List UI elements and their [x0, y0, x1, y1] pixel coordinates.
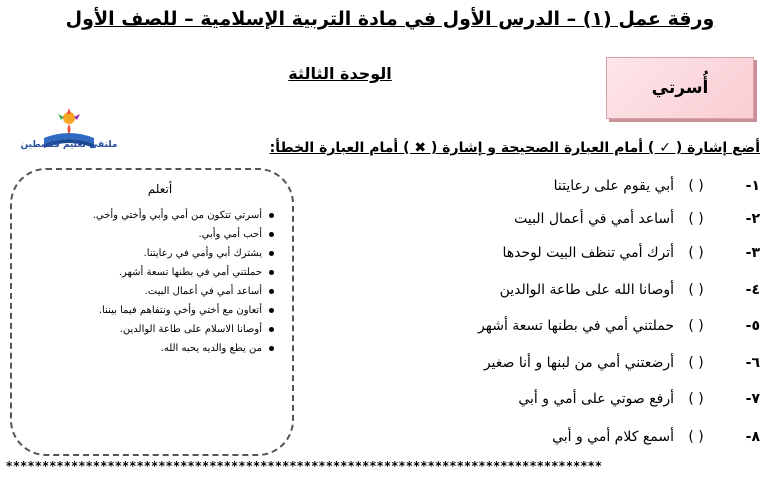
answer-blank[interactable]: ( ) [688, 178, 704, 194]
divider-stars: ********************************************************************************** [6, 459, 603, 473]
page-title: ورقة عمل (١) – الدرس الأول في مادة التربية الإسلامية – للصف الأول [65, 8, 715, 30]
learn-item: أوصانا الاسلام على طاعة الوالدين. [36, 320, 276, 339]
question-row [420, 384, 760, 414]
question-row [420, 275, 760, 305]
lesson-banner [606, 57, 754, 119]
question-number: ٢- [745, 211, 760, 227]
question-text: أسمع كلام أمي و أبي [552, 429, 674, 445]
question-row [420, 422, 760, 452]
question-number: ٦- [745, 355, 760, 371]
answer-blank[interactable]: ( ) [688, 245, 704, 261]
answer-blank[interactable]: ( ) [688, 318, 704, 334]
learn-item: يشترك أبي وأمي في رعايتنا. [36, 244, 276, 263]
question-row [420, 238, 760, 268]
question-number: ١- [745, 178, 760, 194]
answer-blank[interactable]: ( ) [688, 391, 704, 407]
question-row [420, 348, 760, 378]
lesson-title: أُسرتي [651, 78, 709, 98]
question-number: ٣- [745, 245, 760, 261]
learn-item: حملتني أمي في بطنها تسعة أشهر. [36, 263, 276, 282]
question-text: أوصانا الله على طاعة الوالدين [499, 282, 674, 298]
question-number: ٥- [745, 318, 760, 334]
learn-item: من يطع والديه يحبه الله. [36, 339, 276, 358]
learn-item: أساعد أمي في أعمال البيت. [36, 282, 276, 301]
instruction: أضع إشارة ( ✓ ) أمام العبارة الصحيحة و إشارة ( ✖ ) أمام العبارة الخطأ: [269, 140, 760, 156]
question-text: أرفع صوتي على أمي و أبي [518, 391, 674, 407]
question-number: ٨- [745, 429, 760, 445]
question-text: أرضعتني أمي من لبنها و أنا صغير [483, 355, 674, 371]
learn-item: أحب أمي وأبي. [36, 225, 276, 244]
question-row [420, 204, 760, 234]
logo-caption: ملتقى تعليم فلسطين [20, 140, 118, 150]
unit-title: الوحدة الثالثة [288, 64, 392, 83]
question-number: ٤- [745, 282, 760, 298]
learn-item: أسرتي تتكون من أمي وأبي وأختي وأخي. [36, 206, 276, 225]
question-row [420, 311, 760, 341]
question-text: حملتني أمي في بطنها تسعة أشهر [478, 318, 674, 334]
answer-blank[interactable]: ( ) [688, 429, 704, 445]
question-text: أبي يقوم على رعايتنا [553, 178, 674, 194]
question-row [420, 171, 760, 201]
question-text: أترك أمي تنظف البيت لوحدها [502, 245, 674, 261]
learn-list [36, 206, 276, 358]
answer-blank[interactable]: ( ) [688, 282, 704, 298]
question-text: أساعد أمي في أعمال البيت [514, 211, 674, 227]
answer-blank[interactable]: ( ) [688, 355, 704, 371]
learn-title: أتعلم [147, 182, 173, 196]
question-number: ٧- [745, 391, 760, 407]
learn-item: أتعاون مع أختي وأخي ونتفاهم فيما بيننا. [36, 301, 276, 320]
answer-blank[interactable]: ( ) [688, 211, 704, 227]
